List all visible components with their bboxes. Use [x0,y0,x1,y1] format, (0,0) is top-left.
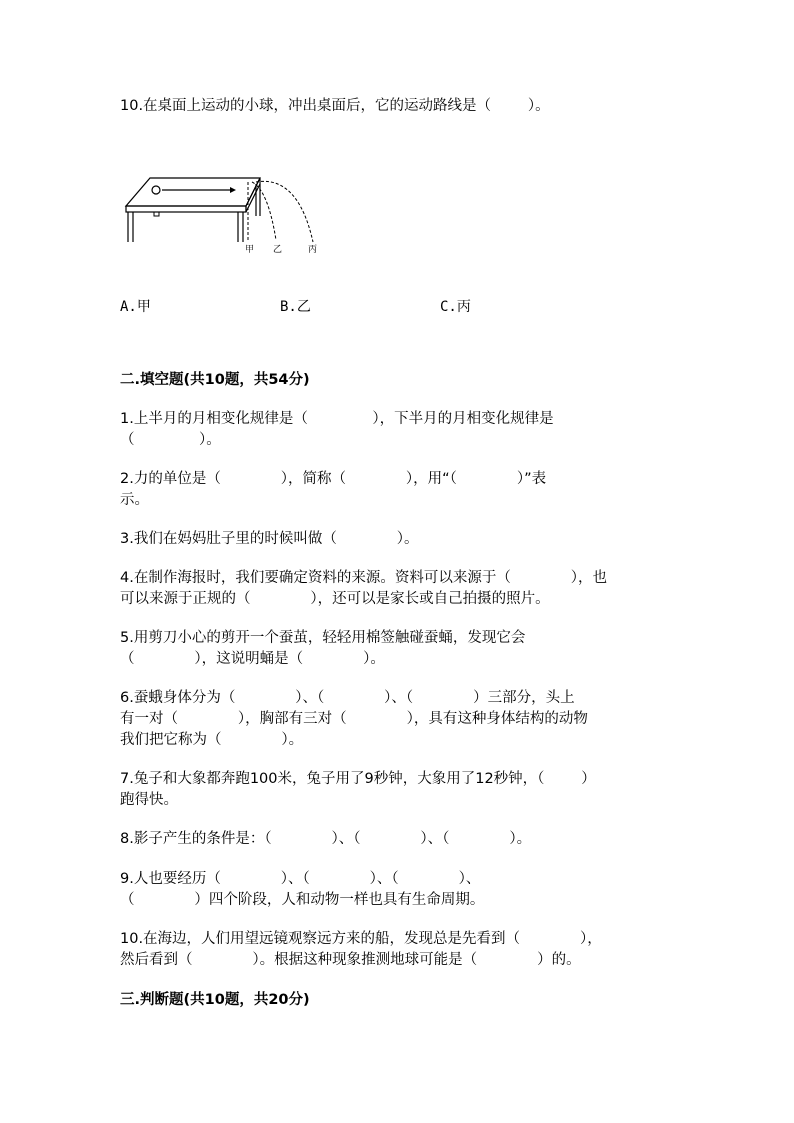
fill-question-4: 4.在制作海报时，我们要确定资料的来源。资料可以来源于（ ），也 可以来源于正规的（ ），还可以是家长或自己拍摄的照片。 [120,570,608,607]
figure-label-bing: 丙 [308,245,318,255]
fill-question-7: 7.兔子和大象都奔跑100米，兔子用了9秒钟，大象用了12秒钟，（ ） 跑得快。 [120,771,596,808]
fill-question-5: 5.用剪刀小心的剪开一个蚕茧，轻轻用棉签触碰蚕蛹，发现它会 （ ），这说明蛹是（ ）。 [120,630,526,667]
fill-question-9: 9.人也要经历（ ）、（ ）、（ ）、 （ ）四个阶段，人和动物一样也具有生命周期。 [120,871,485,908]
fill-question-1: 1.上半月的月相变化规律是（ ），下半月的月相变化规律是 （ ）。 [120,411,554,448]
fill-question-8: 8.影子产生的条件是：（ ）、（ ）、（ ）。 [120,831,532,847]
option-a[interactable]: A.甲 [120,299,151,315]
section-3-title: 三.判断题(共10题，共20分) [120,992,310,1008]
fill-question-6: 6.蚕蛾身体分为（ ）、（ ）、（ ）三部分，头上 有一对（ ），胸部有三对（ ），具有这种身体结构的动物 我们把它称为（ ）。 [120,690,588,748]
fill-question-3: 3.我们在妈妈肚子里的时候叫做（ ）。 [120,531,419,547]
option-c[interactable]: C.丙 [440,299,471,315]
question-10-stem: 10.在桌面上运动的小球，冲出桌面后，它的运动路线是（ ）。 [120,98,550,114]
fill-question-2: 2.力的单位是（ ），简称（ ），用“（ ）”表 示。 [120,471,547,508]
figure-label-jia: 甲 [245,245,255,255]
section-2-title: 二.填空题(共10题，共54分) [120,372,310,388]
table-ball-figure [118,170,338,255]
fill-question-10: 10.在海边，人们用望远镜观察远方来的船，发现总是先看到（ ）， 然后看到（ ）。根据这种现象推测地球可能是（ ）的。 [120,931,602,968]
option-b[interactable]: B.乙 [280,299,311,315]
figure-label-yi: 乙 [273,245,283,255]
